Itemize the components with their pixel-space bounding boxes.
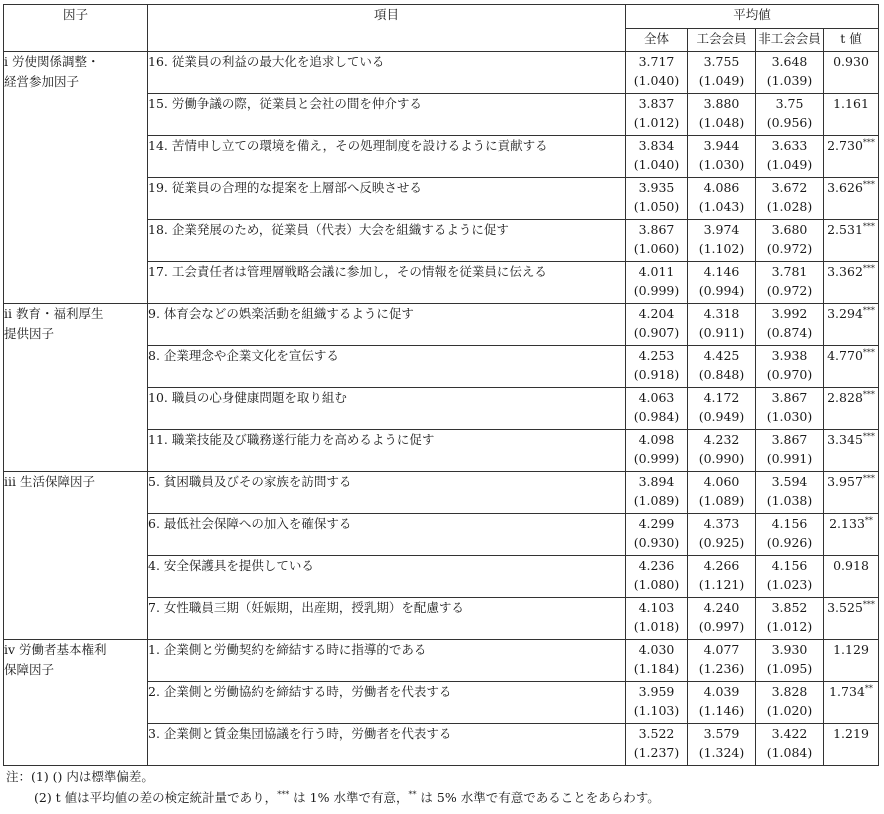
standard-deviation: (0.994) [698,283,745,298]
t-value: 0.930 [833,54,869,69]
standard-deviation: (0.984) [633,409,680,424]
header-all: 全体 [626,29,688,52]
t-value-cell [824,304,879,346]
union-mean-cell [688,598,756,640]
all-mean-cell [626,640,688,682]
t-value-cell [824,724,879,766]
all-mean-cell [626,430,688,472]
standard-deviation: (1.028) [766,199,813,214]
mean-value: 3.579 [703,726,740,741]
all-mean-cell [626,682,688,724]
union-mean-cell [688,346,756,388]
standard-deviation: (1.048) [698,115,745,130]
item-cell: 7. 女性職員三期（妊娠期，出産期，授乳期）を配慮する [148,598,626,640]
nonunion-mean-cell [756,94,824,136]
t-value-cell [824,136,879,178]
mean-value: 4.156 [771,516,808,531]
mean-value: 4.299 [638,516,675,531]
mean-value: 3.959 [638,684,675,699]
significance-mark: ** [864,684,873,693]
standard-deviation: (1.237) [633,745,680,760]
standard-deviation: (1.038) [766,493,813,508]
union-mean-cell [688,94,756,136]
t-value: 4.770 [827,348,863,363]
standard-deviation: (1.012) [766,619,813,634]
item-cell: 5. 貧困職員及びその家族を訪問する [148,472,626,514]
t-value: 1.219 [833,726,869,741]
mean-value: 4.146 [703,264,740,279]
table-row [4,52,879,94]
mean-value: 4.204 [638,306,675,321]
standard-deviation: (0.956) [766,115,813,130]
mean-value: 3.781 [771,264,808,279]
t-value: 2.730 [827,138,863,153]
results-table [3,4,879,766]
union-mean-cell [688,514,756,556]
item-cell: 4. 安全保護具を提供している [148,556,626,598]
mean-value: 3.75 [775,96,804,111]
standard-deviation: (1.040) [633,73,680,88]
standard-deviation: (0.930) [633,535,680,550]
nonunion-mean-cell [756,178,824,220]
standard-deviation: (0.970) [766,367,813,382]
all-mean-cell [626,724,688,766]
t-value-cell [824,430,879,472]
significance-mark: *** [862,390,875,399]
standard-deviation: (1.020) [766,703,813,718]
mean-value: 3.880 [703,96,740,111]
mean-value: 3.648 [771,54,808,69]
t-value: 3.345 [827,432,863,447]
t-value: 2.828 [827,390,863,405]
all-mean-cell [626,304,688,346]
table-row [4,640,879,682]
mean-value: 4.011 [638,264,675,279]
mean-value: 3.755 [703,54,740,69]
standard-deviation: (0.999) [633,283,680,298]
t-value: 0.918 [833,558,869,573]
nonunion-mean-cell [756,388,824,430]
all-mean-cell [626,52,688,94]
standard-deviation: (1.060) [633,241,680,256]
nonunion-mean-cell [756,556,824,598]
mean-value: 4.232 [703,432,740,447]
mean-value: 4.318 [703,306,740,321]
mean-value: 3.522 [638,726,675,741]
standard-deviation: (1.089) [698,493,745,508]
mean-value: 4.030 [638,642,675,657]
union-mean-cell [688,640,756,682]
standard-deviation: (0.972) [766,283,813,298]
standard-deviation: (1.043) [698,199,745,214]
mean-value: 4.240 [703,600,740,615]
mean-value: 3.894 [638,474,675,489]
mean-value: 3.672 [771,180,808,195]
standard-deviation: (0.999) [633,451,680,466]
standard-deviation: (1.080) [633,577,680,592]
union-mean-cell [688,556,756,598]
standard-deviation: (0.874) [766,325,813,340]
t-value: 3.626 [827,180,863,195]
mean-value: 3.935 [638,180,675,195]
nonunion-mean-cell [756,304,824,346]
mean-value: 3.717 [638,54,675,69]
t-value-cell [824,388,879,430]
significance-mark: *** [862,264,875,273]
mean-value: 3.633 [771,138,808,153]
mean-value: 3.680 [771,222,808,237]
item-cell: 1. 企業側と労働契約を締結する時に指導的である [148,640,626,682]
mean-value: 3.852 [771,600,808,615]
standard-deviation: (1.121) [698,577,745,592]
all-mean-cell [626,136,688,178]
union-mean-cell [688,304,756,346]
all-mean-cell [626,346,688,388]
mean-value: 3.992 [771,306,808,321]
all-mean-cell [626,94,688,136]
item-cell: 17. 工会責任者は管理層戦略会議に参加し，その情報を従業員に伝える [148,262,626,304]
mean-value: 4.373 [703,516,740,531]
mean-value: 4.156 [771,558,808,573]
standard-deviation: (0.926) [766,535,813,550]
union-mean-cell [688,52,756,94]
nonunion-mean-cell [756,52,824,94]
t-value-cell [824,346,879,388]
t-value-cell [824,556,879,598]
mean-value: 3.867 [771,390,808,405]
item-cell: 10. 職員の心身健康問題を取り組む [148,388,626,430]
item-cell: 18. 企業発展のため，従業員（代表）大会を組織するように促す [148,220,626,262]
mean-value: 3.930 [771,642,808,657]
union-mean-cell [688,472,756,514]
t-value-cell [824,598,879,640]
significance-mark: *** [862,600,875,609]
mean-value: 4.039 [703,684,740,699]
standard-deviation: (1.095) [766,661,813,676]
standard-deviation: (1.084) [766,745,813,760]
t-value: 1.161 [833,96,869,111]
all-mean-cell [626,514,688,556]
standard-deviation: (0.848) [698,367,745,382]
nonunion-mean-cell [756,220,824,262]
t-value-cell [824,220,879,262]
nonunion-mean-cell [756,136,824,178]
standard-deviation: (0.990) [698,451,745,466]
item-cell: 16. 従業員の利益の最大化を追求している [148,52,626,94]
mean-value: 4.063 [638,390,675,405]
all-mean-cell [626,556,688,598]
union-mean-cell [688,682,756,724]
standard-deviation: (1.102) [698,241,745,256]
mean-value: 4.098 [638,432,675,447]
standard-deviation: (1.324) [698,745,745,760]
header-factor: 因子 [4,5,148,52]
factor-cell: iii 生活保障因子 [4,472,148,640]
mean-value: 3.944 [703,138,740,153]
t-value-cell [824,640,879,682]
t-value-cell [824,472,879,514]
standard-deviation: (1.103) [633,703,680,718]
standard-deviation: (0.918) [633,367,680,382]
header-average: 平均値 [626,5,879,29]
standard-deviation: (1.012) [633,115,680,130]
mean-value: 3.938 [771,348,808,363]
mean-value: 3.837 [638,96,675,111]
union-mean-cell [688,178,756,220]
all-mean-cell [626,262,688,304]
t-value: 2.133 [829,516,865,531]
standard-deviation: (1.146) [698,703,745,718]
item-cell: 15. 労働争議の際，従業員と会社の間を仲介する [148,94,626,136]
union-mean-cell [688,220,756,262]
header-item: 項目 [148,5,626,52]
standard-deviation: (0.907) [633,325,680,340]
nonunion-mean-cell [756,598,824,640]
all-mean-cell [626,598,688,640]
all-mean-cell [626,178,688,220]
standard-deviation: (1.184) [633,661,680,676]
note-1: 注：(1) () 内は標準偏差。 [6,769,154,784]
nonunion-mean-cell [756,724,824,766]
nonunion-mean-cell [756,346,824,388]
nonunion-mean-cell [756,640,824,682]
all-mean-cell [626,220,688,262]
standard-deviation: (1.030) [766,409,813,424]
standard-deviation: (0.911) [698,325,745,340]
t-value: 3.294 [827,306,863,321]
significance-mark: ** [864,516,873,525]
standard-deviation: (1.018) [633,619,680,634]
standard-deviation: (1.049) [766,157,813,172]
table-notes [6,766,660,808]
nonunion-mean-cell [756,472,824,514]
union-mean-cell [688,388,756,430]
standard-deviation: (1.050) [633,199,680,214]
nonunion-mean-cell [756,682,824,724]
mean-value: 3.422 [771,726,808,741]
union-mean-cell [688,262,756,304]
mean-value: 4.060 [703,474,740,489]
t-value-cell [824,94,879,136]
mean-value: 4.253 [638,348,675,363]
t-value: 3.525 [827,600,863,615]
significance-mark: *** [862,138,875,147]
mean-value: 3.867 [638,222,675,237]
t-value: 1.734 [829,684,865,699]
header-t-value: t 値 [824,29,879,52]
mean-value: 3.594 [771,474,808,489]
factor-cell: ii 教育・福利厚生 提供因子 [4,304,148,472]
standard-deviation: (0.925) [698,535,745,550]
header-union: 工会会員 [688,29,756,52]
item-cell: 6. 最低社会保障への加入を確保する [148,514,626,556]
mean-value: 3.867 [771,432,808,447]
note-2: (2) t 値は平均値の差の検定統計量であり，*** は 1% 水準で有意，** は 5% 水準で有意であることをあらわす。 [34,790,660,805]
t-value-cell [824,52,879,94]
mean-value: 4.236 [638,558,675,573]
standard-deviation: (1.040) [633,157,680,172]
nonunion-mean-cell [756,514,824,556]
standard-deviation: (1.089) [633,493,680,508]
t-value-cell [824,514,879,556]
standard-deviation: (0.997) [698,619,745,634]
union-mean-cell [688,430,756,472]
standard-deviation: (1.236) [698,661,745,676]
union-mean-cell [688,724,756,766]
t-value-cell [824,178,879,220]
significance-mark: *** [862,306,875,315]
significance-mark: *** [862,348,875,357]
mean-value: 3.834 [638,138,675,153]
item-cell: 14. 苦情申し立ての環境を備え，その処理制度を設けるように貢献する [148,136,626,178]
union-mean-cell [688,136,756,178]
item-cell: 9. 体育会などの娯楽活動を組織するように促す [148,304,626,346]
table-row [4,304,879,346]
t-value-cell [824,682,879,724]
mean-value: 3.828 [771,684,808,699]
significance-mark: *** [862,222,875,231]
table-row [4,472,879,514]
significance-mark: *** [862,474,875,483]
standard-deviation: (1.030) [698,157,745,172]
header-nonunion: 非工会会員 [756,29,824,52]
mean-value: 4.425 [703,348,740,363]
t-value-cell [824,262,879,304]
mean-value: 4.103 [638,600,675,615]
nonunion-mean-cell [756,430,824,472]
factor-cell: iv 労働者基本権利 保障因子 [4,640,148,766]
mean-value: 4.172 [703,390,740,405]
t-value: 1.129 [833,642,869,657]
item-cell: 8. 企業理念や企業文化を宣伝する [148,346,626,388]
mean-value: 4.266 [703,558,740,573]
item-cell: 11. 職業技能及び職務遂行能力を高めるように促す [148,430,626,472]
t-value: 2.531 [827,222,863,237]
all-mean-cell [626,388,688,430]
standard-deviation: (1.049) [698,73,745,88]
item-cell: 19. 従業員の合理的な提案を上層部へ反映させる [148,178,626,220]
t-value: 3.957 [827,474,863,489]
item-cell: 3. 企業側と賃金集団協議を行う時，労働者を代表する [148,724,626,766]
t-value: 3.362 [827,264,863,279]
significance-mark: *** [862,432,875,441]
factor-cell: i 労使関係調整・ 経営参加因子 [4,52,148,304]
standard-deviation: (0.991) [766,451,813,466]
significance-mark: *** [862,180,875,189]
all-mean-cell [626,472,688,514]
table-body [4,52,879,766]
mean-value: 3.974 [703,222,740,237]
standard-deviation: (0.972) [766,241,813,256]
standard-deviation: (1.023) [766,577,813,592]
mean-value: 4.077 [703,642,740,657]
nonunion-mean-cell [756,262,824,304]
standard-deviation: (0.949) [698,409,745,424]
item-cell: 2. 企業側と労働協約を締結する時，労働者を代表する [148,682,626,724]
standard-deviation: (1.039) [766,73,813,88]
mean-value: 4.086 [703,180,740,195]
